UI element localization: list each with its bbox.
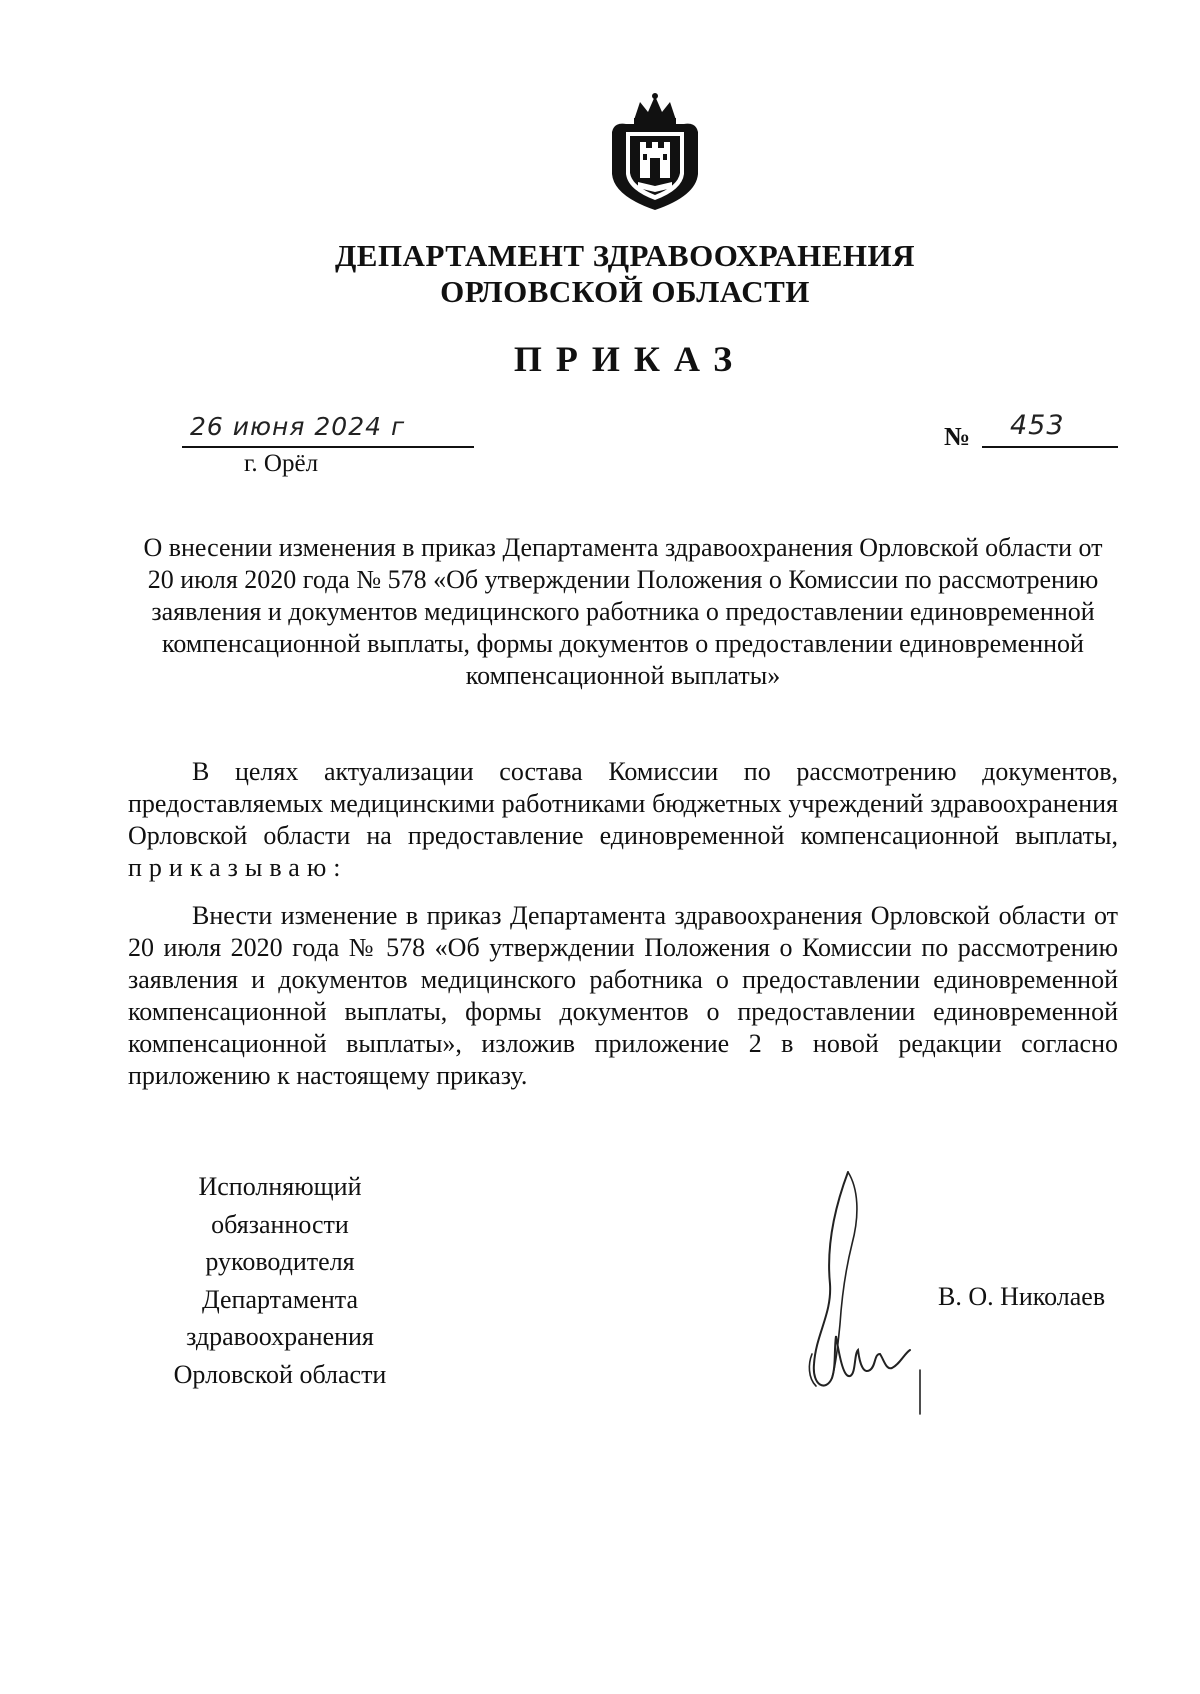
- city-label: г. Орёл: [244, 450, 319, 477]
- document-type-title: ПРИКАЗ: [513, 339, 747, 379]
- order-word: приказываю:: [128, 853, 348, 882]
- signer-title-line: обязанности: [211, 1209, 349, 1239]
- handwritten-signature-icon: [796, 1164, 936, 1416]
- handwritten-number: 453: [1010, 410, 1065, 441]
- date-field: [182, 412, 474, 448]
- order-subject: О внесении изменения в приказ Департамента здравоохранения Орловской области от 20 июля 2020 года № 578 «Об утверждении Положения о Комиссии по рассмотрению заявления и документов медицинского работника о предоставлении единовременной компенсационной выплаты, формы документов о предоставлении единовременной компенсационной выплаты»: [143, 533, 1103, 690]
- department-name-line-2: ОРЛОВСКОЙ ОБЛАСТИ: [440, 274, 810, 309]
- body-paragraph-1-text: В целях актуализации состава Комиссии по рассмотрению документов, предоставляемых медицинскими работниками бюджетных учреждений здравоохранения Орловской области на предоставление единовременной компенсационной выплаты,: [128, 757, 1118, 850]
- orel-oblast-coat-of-arms-icon: [604, 92, 706, 212]
- signer-title-line: руководителя: [205, 1247, 355, 1276]
- number-sign: №: [944, 422, 971, 451]
- signer-title-line: Исполняющий: [198, 1172, 362, 1201]
- signer-name: В. О. Николаев: [938, 1282, 1106, 1311]
- body-paragraph-2: Внести изменение в приказ Департамента здравоохранения Орловской области от 20 июля 2020 года № 578 «Об утверждении Положения о Комиссии по рассмотрению заявления и документов медицинского работника о предоставлении единовременной компенсационной выплаты, формы документов о предоставлении единовременной компенсационной выплаты», изложив приложение 2 в новой редакции согласно приложению к настоящему приказу.: [128, 901, 1118, 1090]
- department-name-line-1: ДЕПАРТАМЕНТ ЗДРАВООХРАНЕНИЯ: [334, 238, 916, 273]
- signer-title-line: Орловской области: [173, 1359, 387, 1389]
- body-paragraph-1: [128, 756, 1118, 884]
- signer-title-line: здравоохранения: [186, 1322, 374, 1351]
- number-field: [982, 412, 1118, 448]
- signer-title-line: Департамента: [201, 1284, 359, 1314]
- handwritten-date: 26 июня 2024 г: [190, 412, 406, 441]
- signer-title: [120, 1168, 440, 1393]
